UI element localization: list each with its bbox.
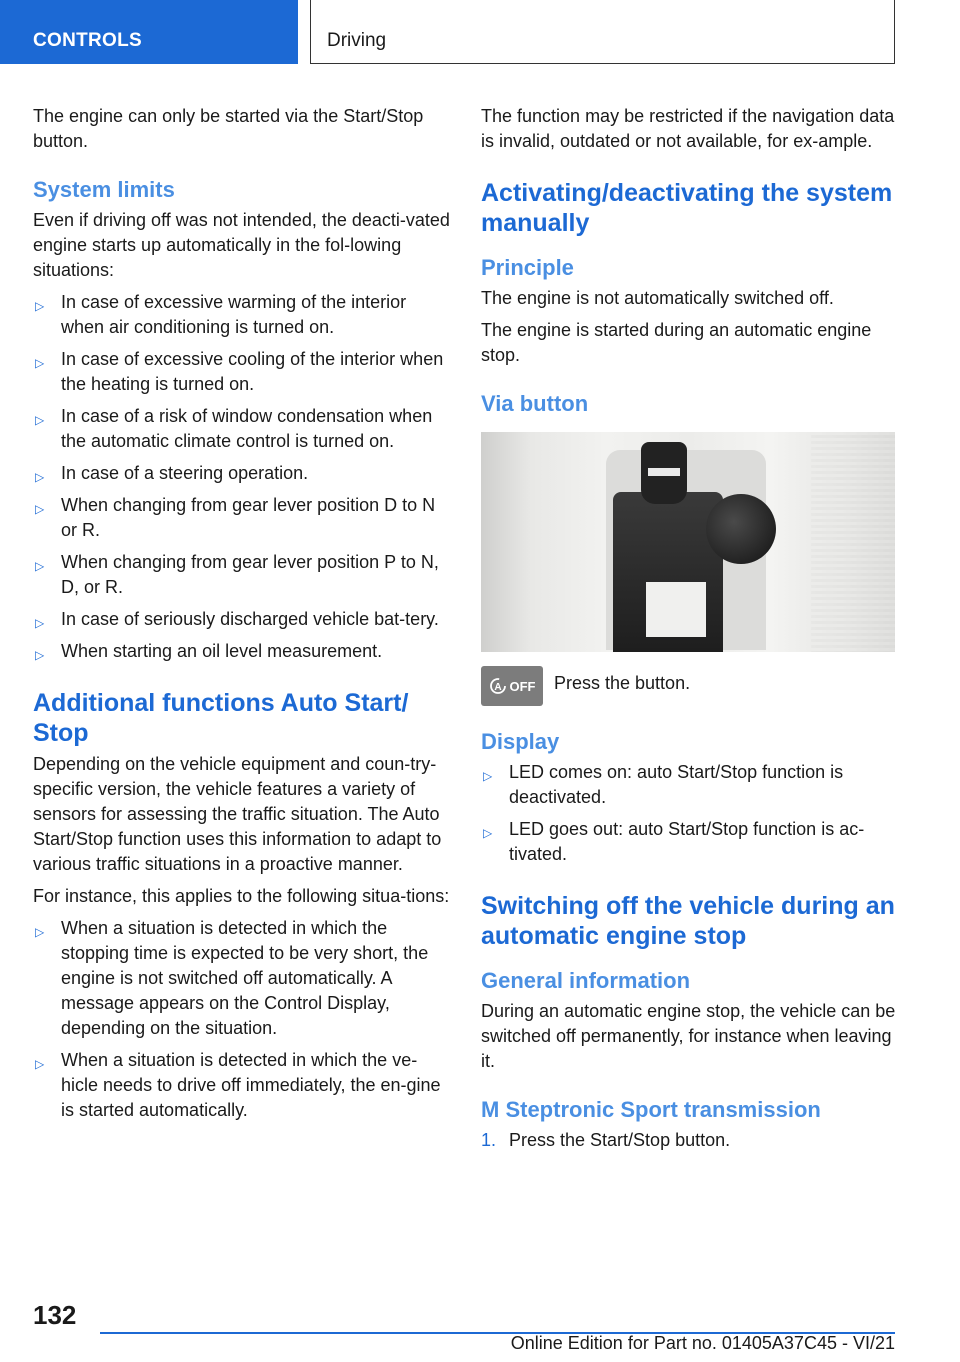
section-tab <box>0 0 298 64</box>
step-number: 1. <box>481 1130 497 1150</box>
press-button-text: Press the button. <box>554 673 691 693</box>
general-information-text: During an automatic engine stop, the vehicle can be switched off permanently, for instance when leaving it. <box>481 1001 896 1071</box>
auto-start-stop-off-icon <box>481 666 543 706</box>
chapter-tab <box>310 0 895 64</box>
steptronic-heading: M Steptronic Sport transmission <box>481 1097 821 1122</box>
list-item: ▷ In case of a risk of window condensation when the automatic climate control is turned on. <box>35 406 433 451</box>
triangle-bullet-icon: ▷ <box>483 769 493 783</box>
edition-text: Online Edition for Part no. 01405A37C45 - VI/21 <box>510 1333 895 1353</box>
triangle-bullet-icon: ▷ <box>35 470 45 484</box>
list-item: ▷ In case of excessive warming of the interior when air conditioning is turned on. <box>35 292 407 337</box>
additional-text-2: For instance, this applies to the following situa-tions: <box>33 886 450 906</box>
chapter-title: Driving <box>327 30 387 51</box>
controller-knob <box>706 494 776 564</box>
page-number: 132 <box>33 1300 77 1330</box>
switching-off-heading: Switching off the vehicle during an automatic engine stop <box>481 892 895 950</box>
list-item: ▷ When starting an oil level measurement. <box>33 639 451 664</box>
list-item: ▷ In case of seriously discharged vehicle bat-tery. <box>33 607 451 632</box>
principle-text-2: The engine is started during an automatic engine stop. <box>481 320 872 365</box>
principle-text-1: The engine is not automatically switched off. <box>481 288 834 308</box>
triangle-bullet-icon: ▷ <box>35 559 45 573</box>
console-tray <box>646 582 706 637</box>
list-item: ▷ LED comes on: auto Start/Stop function is deactivated. <box>483 762 844 807</box>
general-information-heading: General information <box>481 968 691 993</box>
triangle-bullet-icon: ▷ <box>35 1057 45 1071</box>
triangle-bullet-icon: ▷ <box>35 648 45 662</box>
system-limits-text: Even if driving off was not intended, the deacti-vated engine starts up automatically in the fol-lowing situations: <box>33 210 450 280</box>
list-item: ▷ When changing from gear lever position P to N, D, or R. <box>35 552 439 597</box>
additional-functions-heading: Additional functions Auto Start/ Stop <box>33 689 409 747</box>
list-item: ▷ LED goes out: auto Start/Stop function is ac-tivated. <box>483 819 865 864</box>
center-console-image <box>481 432 895 652</box>
display-heading: Display <box>481 729 560 754</box>
triangle-bullet-icon: ▷ <box>483 826 493 840</box>
triangle-bullet-icon: ▷ <box>35 413 45 427</box>
activating-heading: Activating/deactivating the system manually <box>481 179 893 237</box>
list-item: ▷ When a situation is detected in which the stopping time is expected to be very short, the engine is not switched off automatically. A message appears on the Control Display, depending on the situation. <box>35 918 429 1038</box>
restriction-paragraph: The function may be restricted if the navigation data is invalid, outdated or not available, for ex-ample. <box>481 106 895 151</box>
section-title: CONTROLS <box>33 30 143 51</box>
steptronic-steps <box>481 1128 899 1153</box>
right-column <box>481 104 899 1160</box>
additional-list <box>33 916 451 1123</box>
gear-lever-badge <box>648 468 680 476</box>
auto-start-stop-icon <box>489 677 507 695</box>
triangle-bullet-icon: ▷ <box>35 616 45 630</box>
button-instruction <box>481 666 899 706</box>
intro-paragraph: The engine can only be started via the Start/Stop button. <box>33 106 424 151</box>
principle-heading: Principle <box>481 255 574 280</box>
console-grille <box>811 432 895 652</box>
system-limits-list <box>33 290 451 664</box>
additional-text-1: Depending on the vehicle equipment and coun-try-specific version, the vehicle features a variety of sensors for assessing the traffic situation. The Auto Start/Stop function uses this information to adapt to various traffic situations in a proactive manner. <box>33 754 442 874</box>
off-label: OFF <box>509 678 536 694</box>
triangle-bullet-icon: ▷ <box>35 925 45 939</box>
list-item: ▷ When changing from gear lever position D to N or R. <box>35 495 436 540</box>
list-item: ▷ In case of excessive cooling of the interior when the heating is turned on. <box>35 349 444 394</box>
triangle-bullet-icon: ▷ <box>35 502 45 516</box>
list-item: ▷ When a situation is detected in which the ve-hicle needs to drive off immediately, the en-gine is started automatically. <box>35 1050 441 1120</box>
left-column <box>33 104 451 1130</box>
list-item: ▷ In case of a steering operation. <box>33 461 451 486</box>
display-list <box>481 760 899 867</box>
via-button-heading: Via button <box>481 391 589 416</box>
list-item: 1. Press the Start/Stop button. <box>481 1128 899 1153</box>
triangle-bullet-icon: ▷ <box>35 299 45 313</box>
system-limits-heading: System limits <box>33 177 175 202</box>
triangle-bullet-icon: ▷ <box>35 356 45 370</box>
svg-text:A: A <box>493 682 502 693</box>
